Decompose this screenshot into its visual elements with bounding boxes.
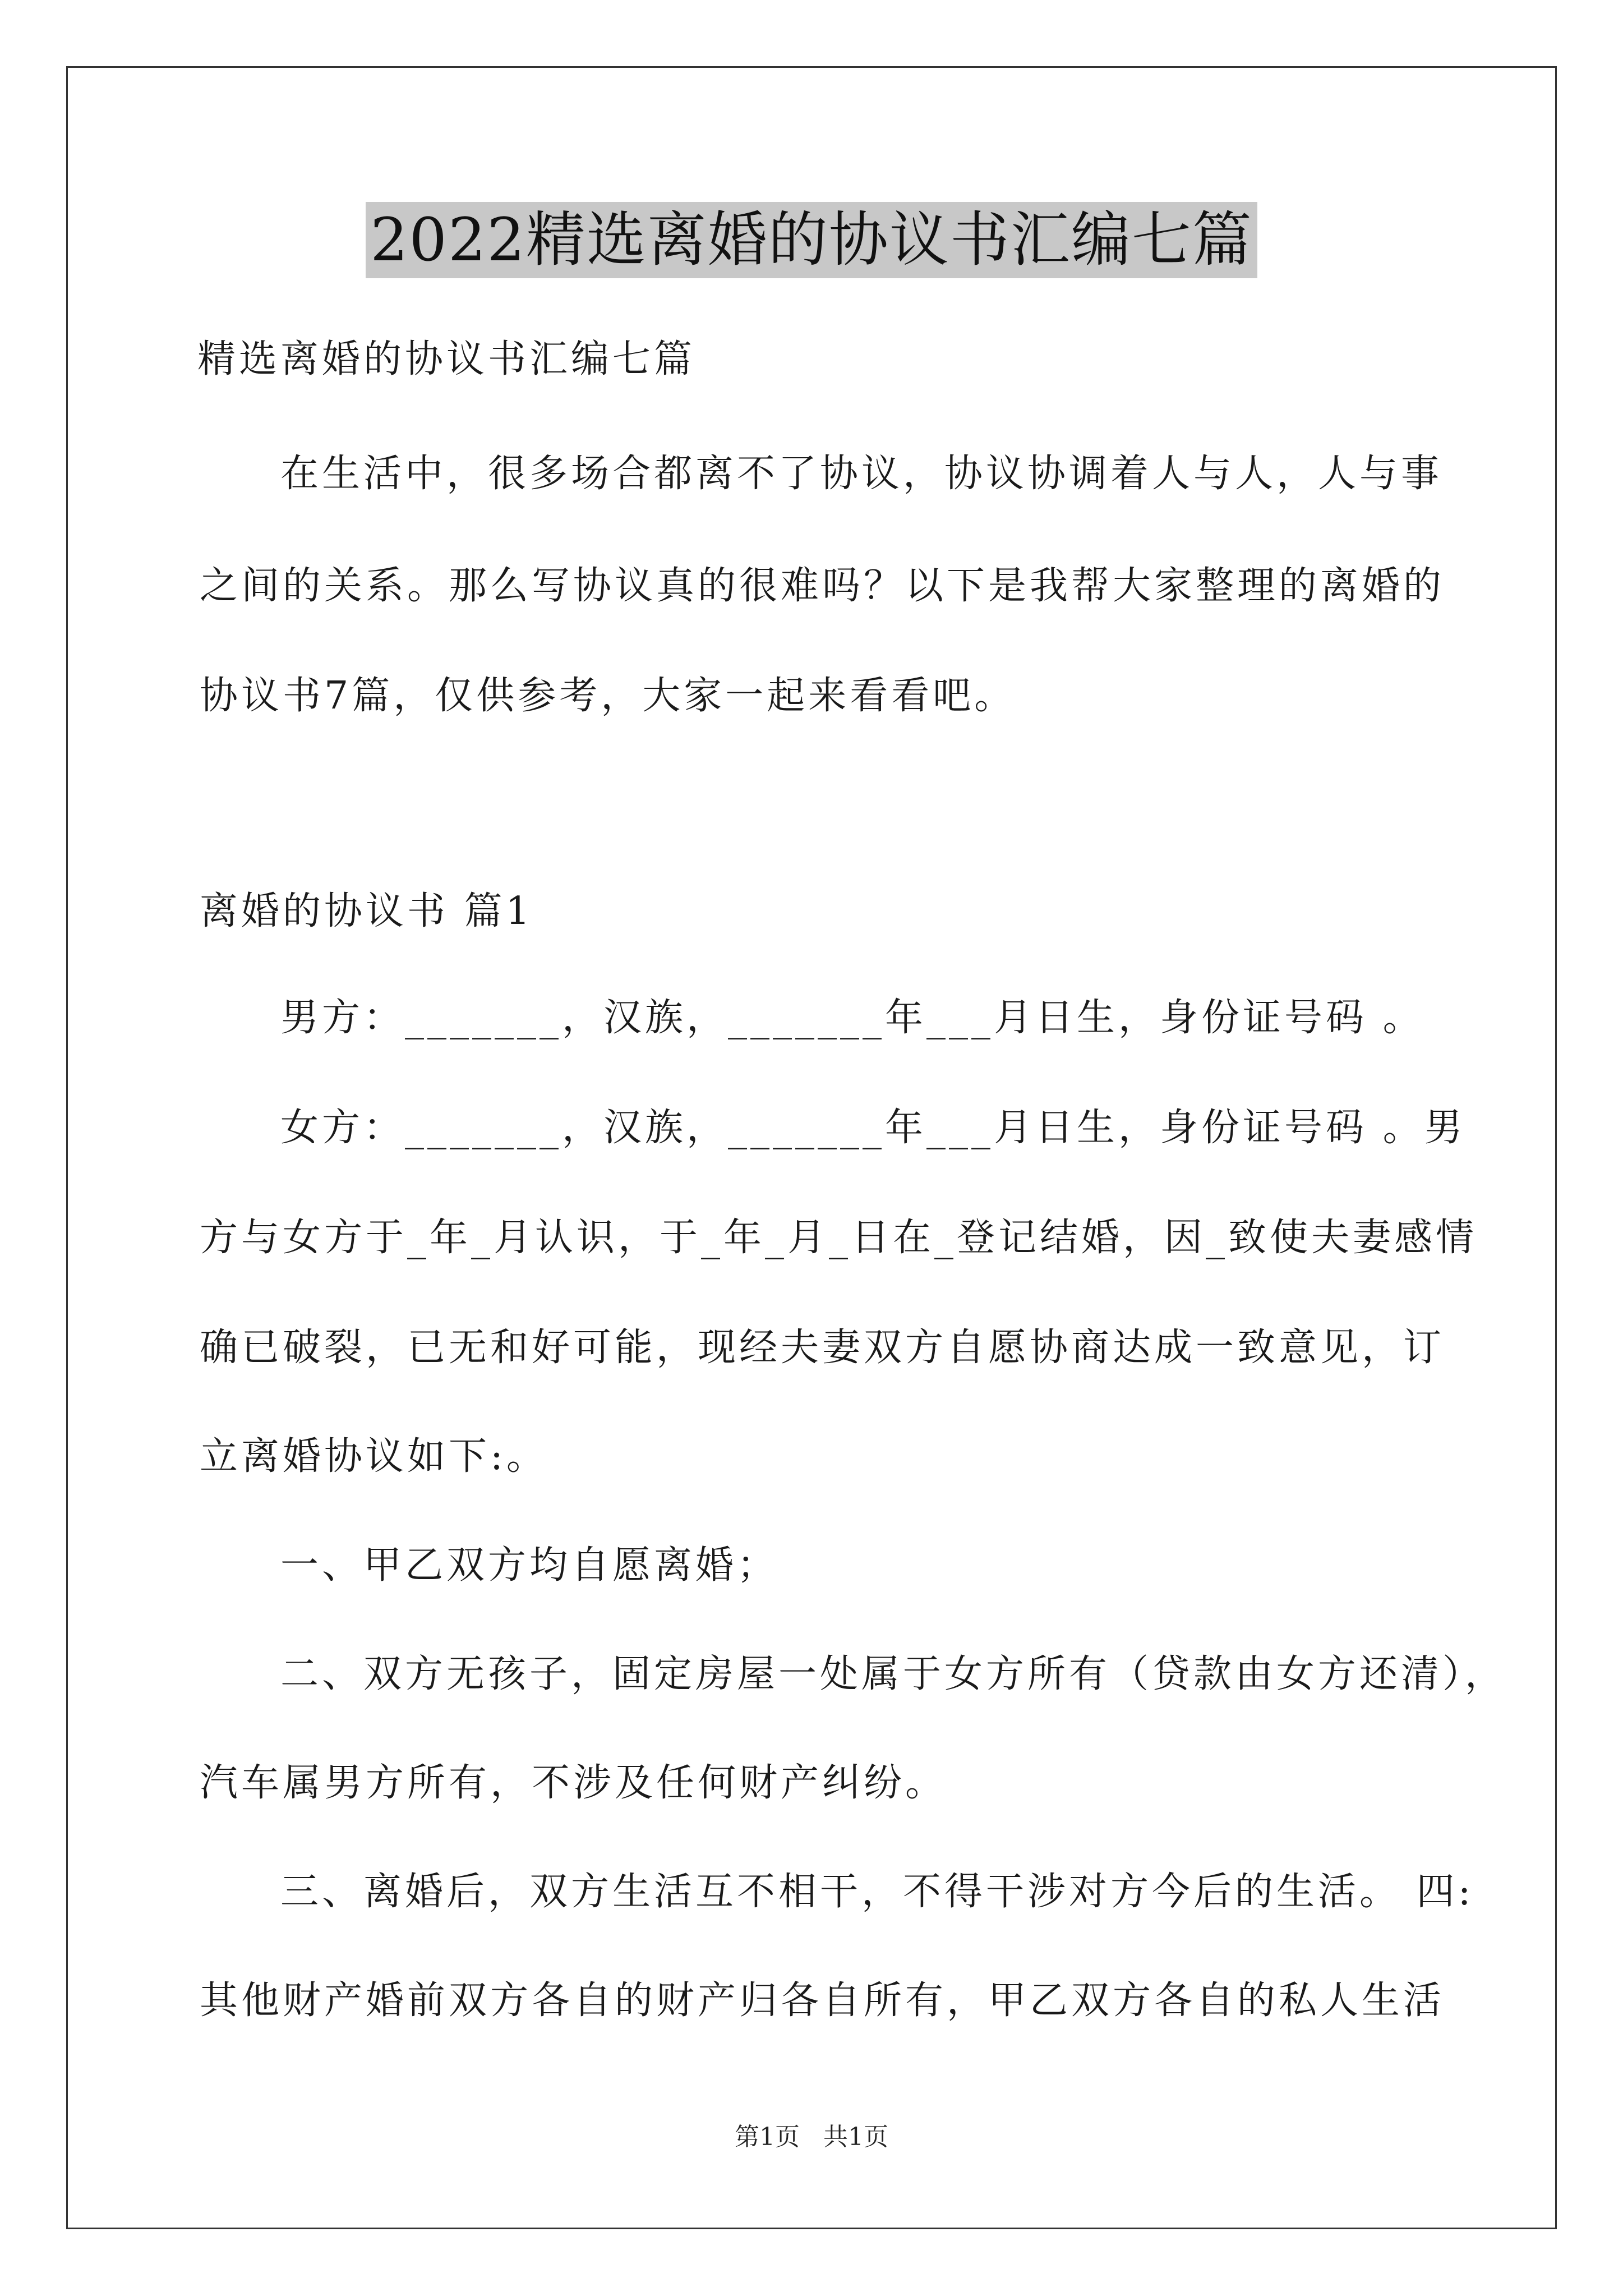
body-line: 汽车属男方所有，不涉及任何财产纠纷。 <box>200 1761 947 1805</box>
body-line: 方与女方于_年_月认识，于_年_月_日在_登记结婚，因_致使夫妻感情 <box>200 1216 1478 1260</box>
page-number-footer: 第1页 共1页 <box>735 2123 888 2151</box>
clause-line: 一、甲乙双方均自愿离婚； <box>280 1543 779 1588</box>
clause-line: 二、双方无孩子，固定房屋一处属于女方所有（贷款由女方还清）， <box>280 1652 1507 1696</box>
male-party-line: 男方：_______，汉族，_______年___月日生，身份证号码 。 <box>280 996 1424 1040</box>
title-container <box>0 202 1623 278</box>
section-heading: 离婚的协议书 篇1 <box>200 889 533 933</box>
subtitle-line: 精选离婚的协议书汇编七篇 <box>197 337 696 381</box>
body-line: 立离婚协议如下:。 <box>200 1434 548 1479</box>
female-party-line: 女方：_______，汉族，_______年___月日生，身份证号码 。男 <box>280 1106 1466 1150</box>
intro-line-3: 协议书7篇，仅供参考，大家一起来看看吧。 <box>200 674 1016 718</box>
clause-line: 三、离婚后，双方生活互不相干，不得干涉对方今后的生活。 四: <box>280 1870 1474 1914</box>
intro-line-2: 之间的关系。那么写协议真的很难吗？以下是我帮大家整理的离婚的 <box>200 564 1445 608</box>
body-line: 确已破裂，已无和好可能，现经夫妻双方自愿协商达成一致意见，订 <box>200 1326 1445 1370</box>
intro-line-1: 在生活中，很多场合都离不了协议，协议协调着人与人，人与事 <box>280 452 1443 496</box>
document-title: 2022精选离婚的协议书汇编七篇 <box>366 202 1257 278</box>
body-line: 其他财产婚前双方各自的财产归各自所有，甲乙双方各自的私人生活 <box>200 1978 1445 2023</box>
